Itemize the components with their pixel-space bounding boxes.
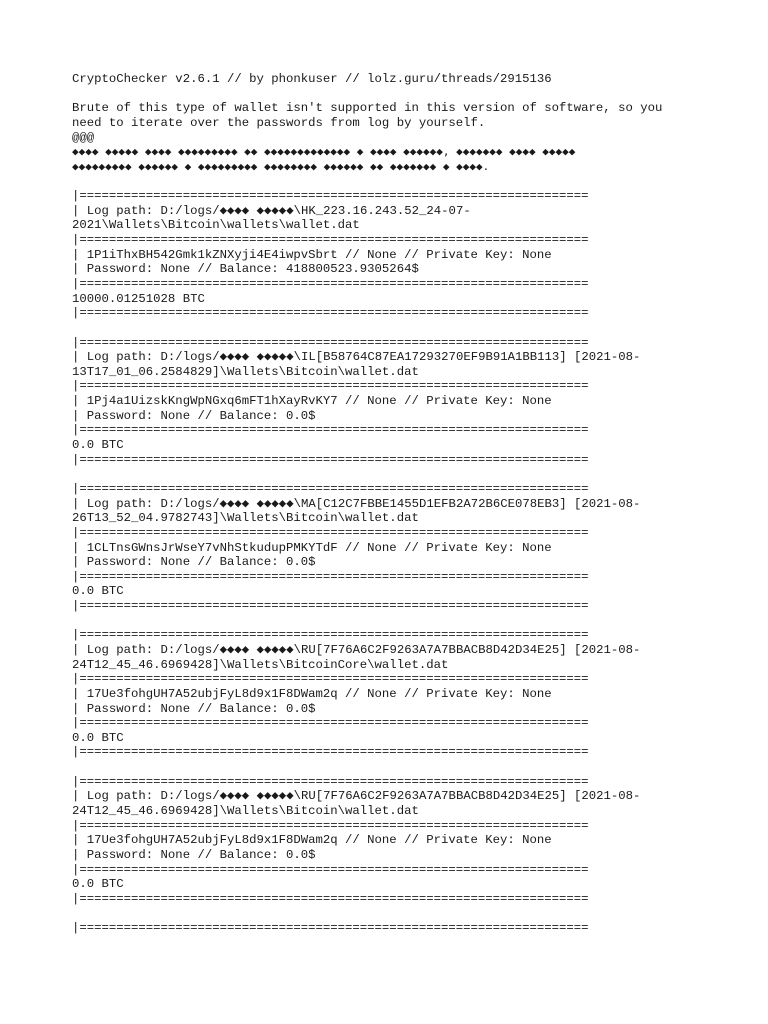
- blank-line: [72, 907, 692, 922]
- separator-line: |=====================================================================: [72, 891, 589, 906]
- log-path-line: | Log path: D:/logs/◆◆◆◆ ◆◆◆◆◆\HK_223.16.243.52_24-07-: [72, 203, 471, 218]
- log-path-line: | Log path: D:/logs/◆◆◆◆ ◆◆◆◆◆\IL[B58764C87EA17293270EF9B91A1BB113] [2021-08-: [72, 350, 641, 365]
- separator-line: |=====================================================================: [72, 716, 589, 731]
- separator-line: |=====================================================================: [72, 569, 589, 584]
- masked-message-line: ◆◆◆◆◆◆◆◆◆ ◆◆◆◆◆◆ ◆ ◆◆◆◆◆◆◆◆◆ ◆◆◆◆◆◆◆◆ ◆◆◆◆◆◆ ◆◆ ◆◆◆◆◆◆◆ ◆ ◆◆◆◆.: [72, 159, 490, 173]
- separator-line: |=====================================================================: [72, 306, 589, 321]
- password-balance-line: | Password: None // Balance: 0.0$: [72, 701, 316, 716]
- title-line: CryptoChecker v2.6.1 // by phonkuser // lolz.guru/threads/2915136: [72, 72, 552, 86]
- password-balance-line: | Password: None // Balance: 418800523.9305264$: [72, 262, 419, 277]
- btc-balance-line: 0.0 BTC: [72, 877, 124, 892]
- separator-line: |=====================================================================: [72, 423, 589, 438]
- separator-line: |=====================================================================: [72, 921, 589, 936]
- blank-line: [72, 467, 692, 482]
- separator-line: |=====================================================================: [72, 525, 589, 540]
- separator-line: |=====================================================================: [72, 189, 589, 204]
- btc-balance-line: 0.0 BTC: [72, 584, 124, 599]
- btc-balance-line: 0.0 BTC: [72, 730, 124, 745]
- message-line: need to iterate over the passwords from log by yourself.: [72, 115, 486, 130]
- wallet-entry: [72, 482, 692, 628]
- separator-line: |=====================================================================: [72, 233, 589, 248]
- btc-balance-line: 0.0 BTC: [72, 438, 124, 453]
- separator-line: |=====================================================================: [72, 862, 589, 877]
- document-page: [72, 72, 692, 936]
- wallet-entry: [72, 775, 692, 921]
- log-path-line: | Log path: D:/logs/◆◆◆◆ ◆◆◆◆◆\RU[7F76A6C2F9263A7A7BBACB8D42D34E25] [2021-08-: [72, 789, 641, 804]
- wallet-entry: [72, 628, 692, 774]
- log-path-line: 2021\Wallets\Bitcoin\wallets\wallet.dat: [72, 218, 360, 233]
- btc-balance-line: 10000.01251028 BTC: [72, 291, 205, 306]
- separator-line: |=====================================================================: [72, 481, 589, 496]
- address-line: | 17Ue3fohgUH7A52ubjFyL8d9x1F8DWam2q // None // Private Key: None: [72, 833, 552, 848]
- address-line: | 1P1iThxBH542Gmk1kZNXyji4E4iwpvSbrt // None // Private Key: None: [72, 247, 552, 262]
- log-path-line: | Log path: D:/logs/◆◆◆◆ ◆◆◆◆◆\MA[C12C7FBBE1455D1EFB2A72B6CE078EB3] [2021-08-: [72, 496, 641, 511]
- separator-line: |=====================================================================: [72, 276, 589, 291]
- blank-line: [72, 174, 692, 189]
- log-path-line: 26T13_52_04.9782743]\Wallets\Bitcoin\wallet.dat: [72, 511, 419, 526]
- log-path-line: 24T12_45_46.6969428]\Wallets\Bitcoin\wallet.dat: [72, 804, 419, 819]
- password-balance-line: | Password: None // Balance: 0.0$: [72, 408, 316, 423]
- separator-line: |=====================================================================: [72, 452, 589, 467]
- blank-line: [72, 760, 692, 775]
- masked-message-line: ◆◆◆◆ ◆◆◆◆◆ ◆◆◆◆ ◆◆◆◆◆◆◆◆◆ ◆◆ ◆◆◆◆◆◆◆◆◆◆◆◆◆ ◆ ◆◆◆◆ ◆◆◆◆◆◆, ◆◆◆◆◆◆◆ ◆◆◆◆ ◆◆◆◆◆: [72, 145, 576, 159]
- wallet-entry: [72, 189, 692, 335]
- separator-line: |=====================================================================: [72, 628, 589, 643]
- separator-line: |=====================================================================: [72, 379, 589, 394]
- address-line: | 17Ue3fohgUH7A52ubjFyL8d9x1F8DWam2q // None // Private Key: None: [72, 686, 552, 701]
- message-line: Brute of this type of wallet isn't supported in this version of software, so you: [72, 101, 663, 116]
- message-line: @@@: [72, 130, 95, 145]
- blank-line: [72, 87, 692, 102]
- blank-line: [72, 321, 692, 336]
- separator-line: |=====================================================================: [72, 774, 589, 789]
- address-line: | 1CLTnsGWnsJrWseY7vNhStkudupPMKYTdF // None // Private Key: None: [72, 540, 552, 555]
- password-balance-line: | Password: None // Balance: 0.0$: [72, 555, 316, 570]
- separator-line: |=====================================================================: [72, 818, 589, 833]
- separator-line: |=====================================================================: [72, 745, 589, 760]
- password-balance-line: | Password: None // Balance: 0.0$: [72, 847, 316, 862]
- separator-line: |=====================================================================: [72, 599, 589, 614]
- address-line: | 1Pj4a1UizskKngWpNGxq6mFT1hXayRvKY7 // None // Private Key: None: [72, 394, 552, 409]
- separator-line: |=====================================================================: [72, 672, 589, 687]
- log-path-line: | Log path: D:/logs/◆◆◆◆ ◆◆◆◆◆\RU[7F76A6C2F9263A7A7BBACB8D42D34E25] [2021-08-: [72, 642, 641, 657]
- log-path-line: 13T17_01_06.2584829]\Wallets\Bitcoin\wallet.dat: [72, 364, 419, 379]
- separator-line: |=====================================================================: [72, 335, 589, 350]
- wallet-entry: [72, 336, 692, 482]
- log-path-line: 24T12_45_46.6969428]\Wallets\BitcoinCore\wallet.dat: [72, 657, 449, 672]
- blank-line: [72, 614, 692, 629]
